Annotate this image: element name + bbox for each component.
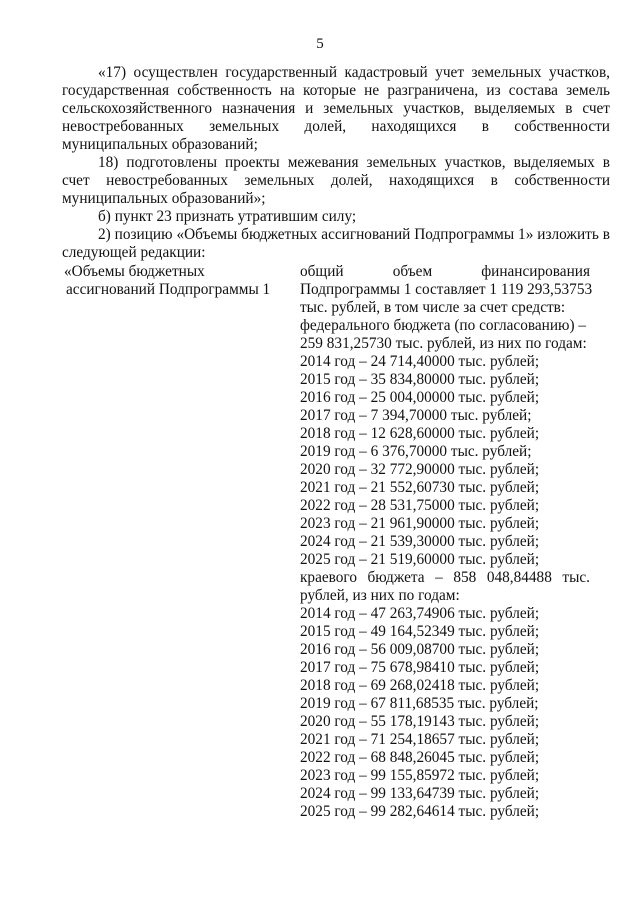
federal-budget-line: федерального бюджета (по согласованию) – bbox=[300, 317, 587, 334]
regional-year-line: 2021 год – 71 254,18657 тыс. рублей; bbox=[300, 731, 540, 748]
regional-year-line: 2017 год – 75 678,98410 тыс. рублей; bbox=[300, 659, 540, 676]
federal-year-line: 2022 год – 28 531,75000 тыс. рублей; bbox=[300, 497, 540, 514]
regional-year-line: 2020 год – 55 178,19143 тыс. рублей; bbox=[300, 713, 540, 730]
paragraph-item-17: «17) осуществлен государственный кадастровый учет земельных участков, государственная собственность на которые не разграничена, из состава земель сельскохозяйственного назначения и земельных участков, выделяемых в счет невостребованных земельных долей, находящихся в собственности муниципальных образований; bbox=[62, 64, 610, 153]
federal-year-line: 2020 год – 32 772,90000 тыс. рублей; bbox=[300, 461, 540, 478]
federal-budget-line: 259 831,25730 тыс. рублей, из них по годам: bbox=[300, 335, 587, 352]
federal-year-line: 2018 год – 12 628,60000 тыс. рублей; bbox=[300, 425, 540, 442]
paragraph-item-b: б) пункт 23 признать утратившим силу; bbox=[98, 208, 357, 225]
regional-year-line: 2024 год – 99 133,64739 тыс. рублей; bbox=[300, 785, 540, 802]
financing-intro-line: Подпрограммы 1 составляет 1 119 293,53753 bbox=[300, 281, 593, 298]
table-value-cell bbox=[300, 263, 593, 821]
regional-year-line: 2014 год – 47 263,74906 тыс. рублей; bbox=[300, 605, 540, 622]
federal-year-line: 2021 год – 21 552,60730 тыс. рублей; bbox=[300, 479, 540, 496]
regional-budget-line: рублей, из них по годам: bbox=[300, 587, 460, 604]
federal-year-line: 2019 год – 6 376,70000 тыс. рублей; bbox=[300, 443, 532, 460]
page-number: 5 bbox=[316, 36, 324, 52]
financing-intro-line: тыс. рублей, в том числе за счет средств: bbox=[300, 299, 566, 316]
federal-year-line: 2023 год – 21 961,90000 тыс. рублей; bbox=[300, 515, 540, 532]
paragraph-item-18: 18) подготовлены проекты межевания земельных участков, выделяемых в счет невостребованных земельных долей, находящихся в собственности муниципальных образований»; bbox=[62, 154, 610, 207]
federal-year-line: 2025 год – 21 519,60000 тыс. рублей; bbox=[300, 551, 540, 568]
regional-year-line: 2022 год – 68 848,26045 тыс. рублей; bbox=[300, 749, 540, 766]
federal-year-line: 2017 год – 7 394,70000 тыс. рублей; bbox=[300, 407, 532, 424]
paragraph-item-2: 2) позицию «Объемы бюджетных ассигнований Подпрограммы 1» изложить в следующей редакции: bbox=[62, 226, 610, 261]
table-label-line: ассигнований Подпрограммы 1 bbox=[66, 281, 271, 298]
federal-year-line: 2016 год – 25 004,00000 тыс. рублей; bbox=[300, 389, 540, 406]
regional-year-line: 2018 год – 69 268,02418 тыс. рублей; bbox=[300, 677, 540, 694]
table-label-cell bbox=[64, 263, 284, 299]
federal-year-line: 2015 год – 35 834,80000 тыс. рублей; bbox=[300, 371, 540, 388]
table-label-line: «Объемы бюджетных bbox=[64, 263, 205, 280]
regional-year-line: 2019 год – 67 811,68535 тыс. рублей; bbox=[300, 695, 539, 712]
federal-year-line: 2014 год – 24 714,40000 тыс. рублей; bbox=[300, 353, 540, 370]
regional-year-line: 2016 год – 56 009,08700 тыс. рублей; bbox=[300, 641, 540, 658]
regional-year-line: 2025 год – 99 282,64614 тыс. рублей; bbox=[300, 803, 540, 820]
regional-budget-line: краевого бюджета – 858 048,84488 тыс. bbox=[300, 569, 590, 586]
financing-intro-line: общий объем финансирования bbox=[300, 263, 590, 280]
regional-year-line: 2015 год – 49 164,52349 тыс. рублей; bbox=[300, 623, 540, 640]
body-text bbox=[62, 64, 610, 262]
federal-year-line: 2024 год – 21 539,30000 тыс. рублей; bbox=[300, 533, 540, 550]
regional-year-line: 2023 год – 99 155,85972 тыс. рублей; bbox=[300, 767, 540, 784]
